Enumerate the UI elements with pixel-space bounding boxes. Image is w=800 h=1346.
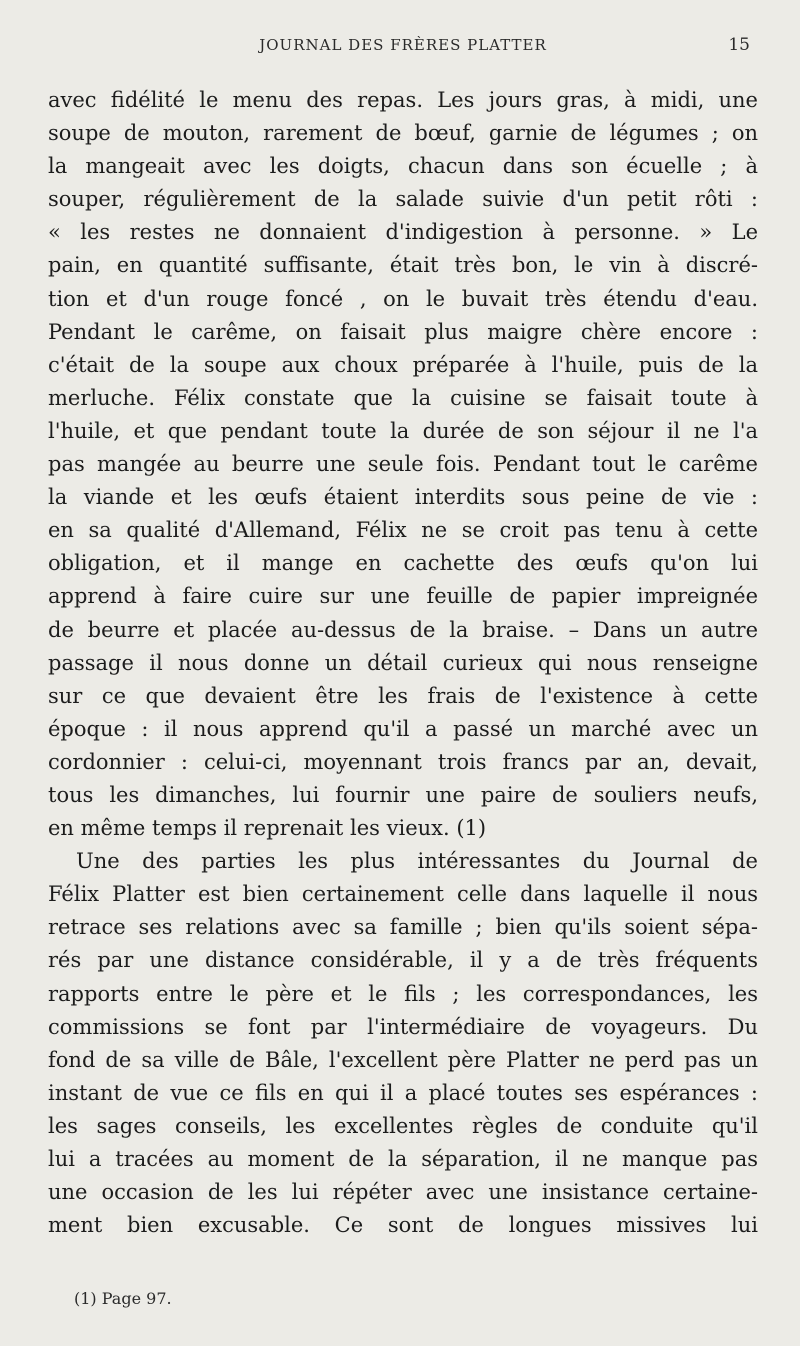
text-line: « les restes ne donnaient d'indigestion à personne. » Le: [48, 220, 758, 245]
text-line: tion et d'un rouge foncé , on le buvait très étendu d'eau.: [48, 286, 758, 311]
text-line: la viande et les œufs étaient interdits sous peine de vie :: [48, 485, 758, 510]
text-line: cordonnier : celui-ci, moyennant trois francs par an, devait,: [48, 749, 758, 774]
text-line: la mangeait avec les doigts, chacun dans son écuelle ; à: [48, 154, 758, 179]
text-line: avec fidélité le menu des repas. Les jours gras, à midi, une: [48, 88, 758, 112]
text-line: époque : il nous apprend qu'il a passé un marché avec un: [48, 716, 758, 741]
text-line: souper, régulièrement de la salade suivie d'un petit rôti :: [48, 187, 758, 212]
text-line: les sages conseils, les excellentes règles de conduite qu'il: [48, 1113, 758, 1138]
text-line: fond de sa ville de Bâle, l'excellent père Platter ne perd pas un: [48, 1047, 758, 1072]
text-line: pain, en quantité suffisante, était très bon, le vin à discré-: [48, 253, 758, 278]
text-line: en même temps il reprenait les vieux. (1): [48, 816, 487, 841]
text-line: Pendant le carême, on faisait plus maigre chère encore :: [48, 319, 758, 344]
text-line: Une des parties les plus intéressantes du Journal de: [76, 849, 758, 874]
text-line: merluche. Félix constate que la cuisine se faisait toute à: [48, 385, 758, 410]
text-line: tous les dimanches, lui fournir une paire de souliers neufs,: [48, 782, 758, 807]
body-text: [48, 84, 758, 1242]
footnote: (1) Page 97.: [74, 1289, 172, 1308]
text-line: apprend à faire cuire sur une feuille de papier impreignée: [48, 584, 758, 609]
text-line: pas mangée au beurre une seule fois. Pendant tout le carême: [48, 452, 758, 477]
text-line: passage il nous donne un détail curieux qui nous renseigne: [48, 650, 758, 675]
text-line: une occasion de les lui répéter avec une insistance certaine-: [48, 1180, 758, 1205]
running-title: JOURNAL DES FRÈRES PLATTER: [259, 36, 547, 54]
text-line: retrace ses relations avec sa famille ; bien qu'ils soient sépa-: [48, 915, 758, 940]
page-number: 15: [728, 35, 750, 55]
text-line: soupe de mouton, rarement de bœuf, garnie de légumes ; on: [48, 121, 758, 146]
text-line: de beurre et placée au-dessus de la braise. – Dans un autre: [48, 617, 758, 642]
text-line: Félix Platter est bien certainement celle dans laquelle il nous: [48, 882, 758, 907]
text-line: commissions se font par l'intermédiaire de voyageurs. Du: [48, 1014, 758, 1039]
text-line: instant de vue ce fils en qui il a placé toutes ses espérances :: [48, 1080, 758, 1105]
text-line: rapports entre le père et le fils ; les correspondances, les: [48, 981, 758, 1006]
text-line: c'était de la soupe aux choux préparée à l'huile, puis de la: [48, 352, 758, 377]
text-line: lui a tracées au moment de la séparation, il ne manque pas: [48, 1147, 758, 1171]
running-head: [48, 33, 758, 57]
text-line: en sa qualité d'Allemand, Félix ne se croit pas tenu à cette: [48, 518, 758, 543]
text-line: obligation, et il mange en cachette des œufs qu'on lui: [48, 551, 758, 576]
text-line: rés par une distance considérable, il y a de très fréquents: [48, 948, 758, 973]
text-line: ment bien excusable. Ce sont de longues missives lui: [48, 1213, 758, 1238]
text-line: l'huile, et que pendant toute la durée de son séjour il ne l'a: [48, 418, 758, 443]
text-line: sur ce que devaient être les frais de l'existence à cette: [48, 683, 758, 708]
